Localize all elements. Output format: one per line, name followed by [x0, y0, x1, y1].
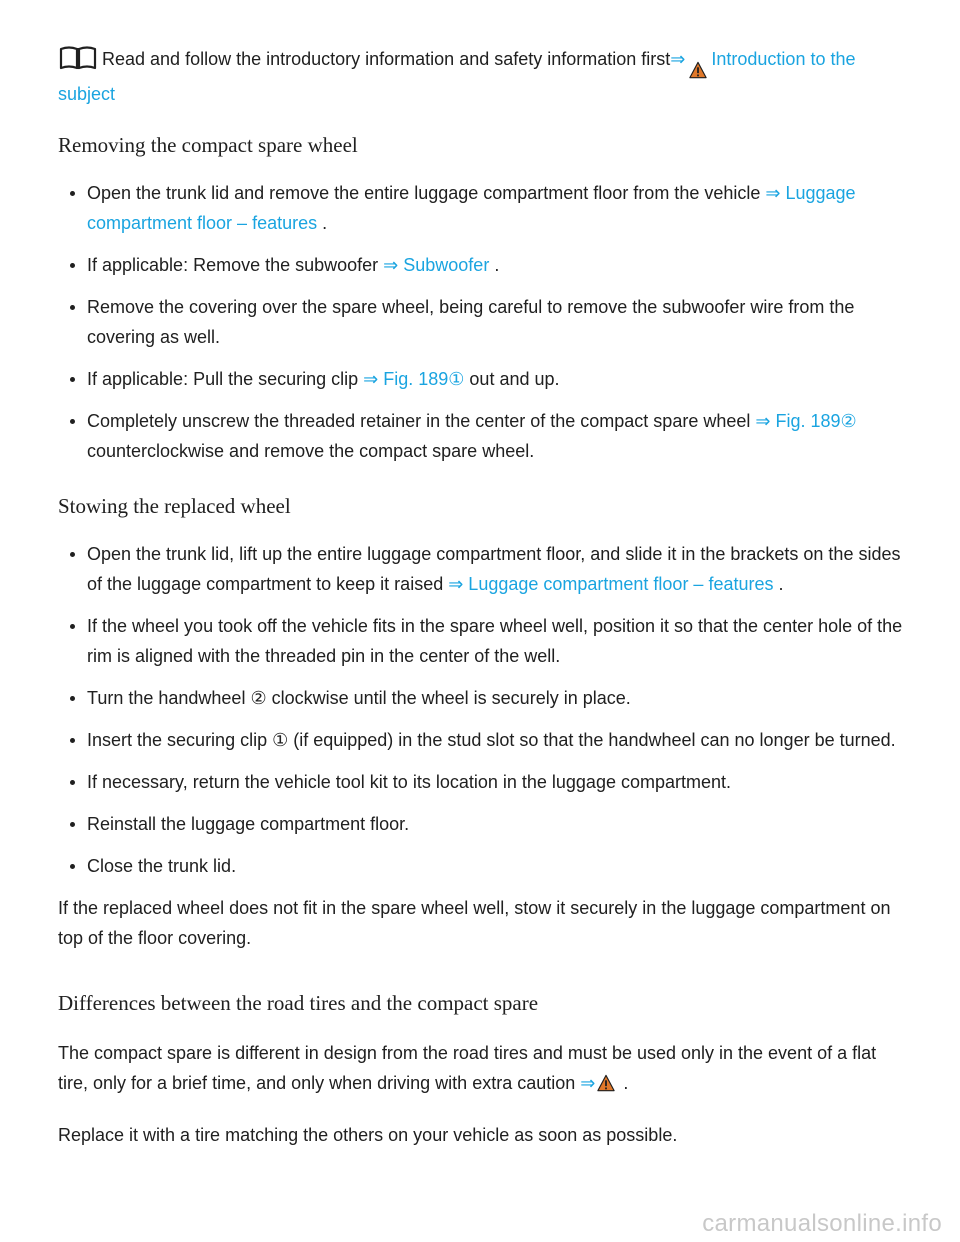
list-item: Insert the securing clip ① (if equipped) in the stud slot so that the handwheel can no longer be turned. — [58, 725, 908, 755]
list-item: Completely unscrew the threaded retainer in the center of the compact spare wheel ⇒ Fig. 189② counterclockwise and remove the compact spare wheel. — [58, 406, 908, 466]
luggage-floor-link[interactable]: ⇒ Luggage compartment floor – features — [87, 183, 856, 233]
removing-steps-list — [58, 178, 908, 466]
luggage-floor-link[interactable]: ⇒ Luggage compartment floor – features — [448, 574, 774, 594]
stowing-note: If the replaced wheel does not fit in the spare wheel well, stow it securely in the luggage compartment on top of the floor covering. — [58, 898, 891, 948]
intro-text: Read and follow the introductory information and safety information first — [102, 49, 671, 69]
fig-189-1-link[interactable]: ⇒ Fig. 189① — [363, 369, 465, 389]
watermark: carmanualsonline.info — [702, 1210, 942, 1237]
list-item: Turn the handwheel ② clockwise until the wheel is securely in place. — [58, 683, 908, 713]
stowing-steps-list — [58, 539, 908, 881]
heading-removing-spare: Removing the compact spare wheel — [58, 133, 358, 157]
subwoofer-link[interactable]: ⇒ Subwoofer — [383, 255, 490, 275]
document-page — [58, 44, 908, 1150]
replace-paragraph: Replace it with a tire matching the others on your vehicle as soon as possible. — [58, 1125, 678, 1145]
list-item: Close the trunk lid. — [58, 851, 908, 881]
differences-paragraph: The compact spare is different in design from the road tires and must be used only in the event of a flat tire, only for a brief time, and only when driving with extra caution ⇒ . — [58, 1043, 877, 1093]
list-item: If applicable: Remove the subwoofer ⇒ Subwoofer . — [58, 250, 908, 280]
warning-triangle-icon[interactable] — [597, 1074, 615, 1092]
heading-stowing-wheel: Stowing the replaced wheel — [58, 494, 291, 518]
intro-arrow-link[interactable]: ⇒ — [670, 49, 686, 69]
list-item: Open the trunk lid, lift up the entire luggage compartment floor, and slide it in the brackets on the sides of the luggage compartment to keep it raised ⇒ Luggage compartment floor – features . — [58, 539, 908, 599]
heading-differences: Differences between the road tires and the compact spare — [58, 991, 539, 1015]
intro-paragraph — [58, 44, 908, 109]
fig-189-2-link[interactable]: ⇒ Fig. 189② — [755, 411, 857, 431]
list-item: If the wheel you took off the vehicle fits in the spare wheel well, position it so that the center hole of the rim is aligned with the threaded pin in the center of the well. — [58, 611, 908, 671]
introduction-link[interactable]: Introduction to the subject — [58, 49, 856, 104]
list-item: Remove the covering over the spare wheel, being careful to remove the subwoofer wire from the covering as well. — [58, 292, 908, 352]
list-item: Reinstall the luggage compartment floor. — [58, 809, 908, 839]
book-icon — [58, 45, 98, 71]
warning-arrow-link[interactable]: ⇒ — [580, 1073, 596, 1093]
list-item: If necessary, return the vehicle tool kit to its location in the luggage compartment. — [58, 767, 908, 797]
list-item: If applicable: Pull the securing clip ⇒ Fig. 189① out and up. — [58, 364, 908, 394]
list-item: Open the trunk lid and remove the entire luggage compartment floor from the vehicle ⇒ Luggage compartment floor – features . — [58, 178, 908, 238]
warning-triangle-icon[interactable] — [689, 61, 707, 79]
